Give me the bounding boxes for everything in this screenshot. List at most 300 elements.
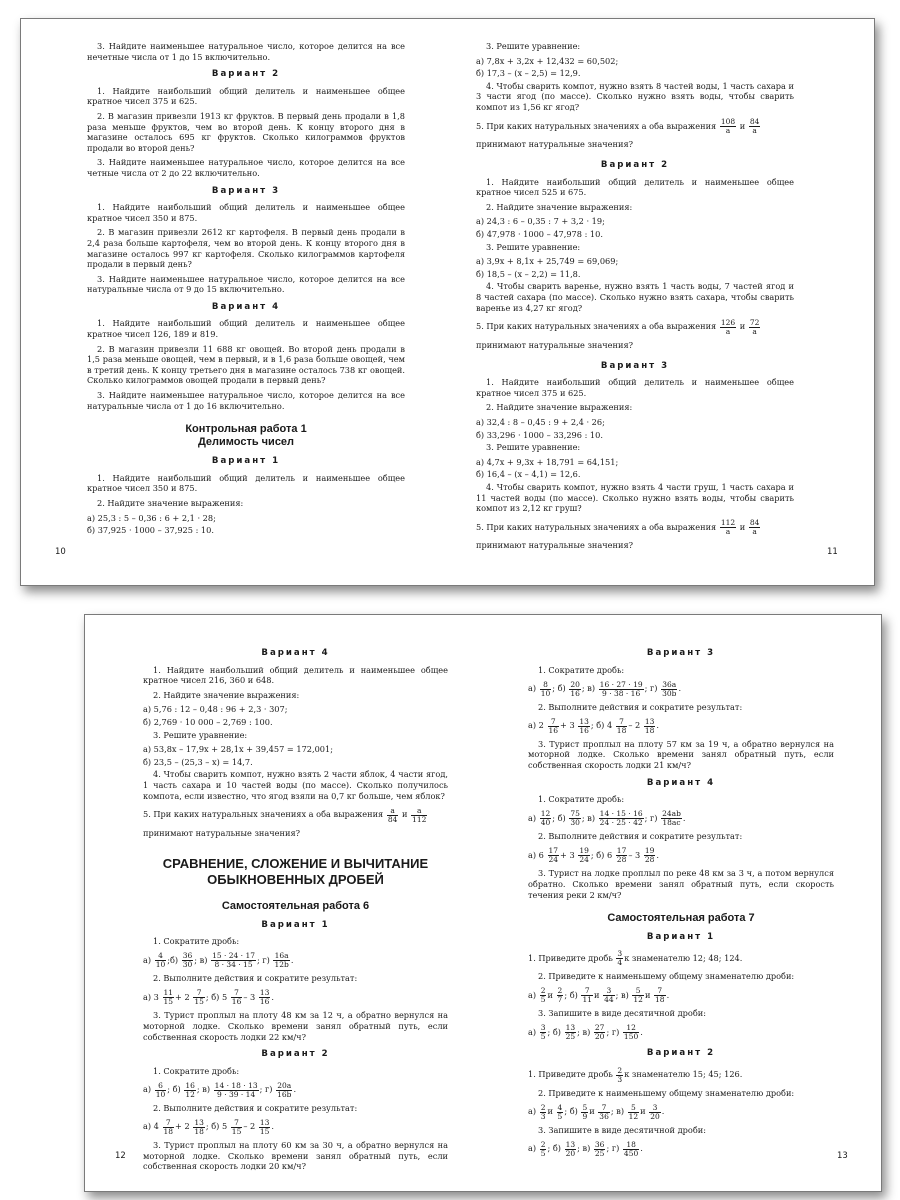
expression-text: ; г) bbox=[606, 1026, 620, 1037]
fraction-denominator: 28 bbox=[616, 855, 627, 865]
fraction-numerator: 4 bbox=[557, 1102, 563, 1112]
fraction-numerator: 7 bbox=[598, 1104, 610, 1113]
conjunction: и bbox=[739, 521, 746, 532]
fraction-denominator: 12 bbox=[628, 1111, 639, 1121]
fraction-numerator: 12 bbox=[540, 809, 551, 819]
fraction bbox=[654, 987, 666, 1004]
fraction bbox=[540, 810, 552, 827]
fraction bbox=[411, 807, 427, 824]
expression-text: . bbox=[640, 1143, 643, 1154]
expression-text: а) bbox=[528, 1106, 537, 1117]
fraction bbox=[644, 718, 656, 735]
expression-line: б) 37,925 · 1000 – 37,925 : 10. bbox=[87, 525, 214, 536]
problem-text: 2. Найдите значение выражения: bbox=[153, 689, 300, 700]
fraction-numerator: 13 bbox=[565, 1023, 576, 1033]
fraction-denominator: 16 bbox=[579, 725, 589, 735]
expression-text: ; б) bbox=[552, 812, 566, 823]
problem-text: 3. Турист проплыл на плоту 60 км за 30 ч, а обратно вернулся на моторной лодке. Сколько времени занял обратный путь, если собственная скорость лодки 20 км/ч? bbox=[143, 1139, 448, 1172]
expression-text: а) 3 bbox=[143, 991, 159, 1002]
fraction-denominator: a bbox=[752, 326, 757, 336]
expression-text: . bbox=[661, 1106, 665, 1117]
expression-line: а) 53,8x – 17,9x + 28,1x + 39,457 = 172,001; bbox=[143, 744, 333, 755]
problem-text: 1. Найдите наибольший общий делитель и наименьшее общее кратное чисел 350 и 875. bbox=[87, 202, 405, 223]
expression-text: ; в) bbox=[581, 812, 596, 823]
fraction bbox=[273, 952, 289, 969]
title-line: Контрольная работа 1 bbox=[185, 423, 307, 436]
problem-text: 3. Турист проплыл на плоту 57 км за 19 ч, а обратно вернулся на моторной лодке. Сколько времени занял обратный путь, если собственная скорость лодки 21 км/ч? bbox=[528, 738, 834, 770]
fraction-denominator: 18 bbox=[194, 1126, 204, 1136]
expression-text: а) bbox=[143, 1084, 152, 1095]
fraction-expression bbox=[528, 1023, 834, 1042]
problem-text: 2. Выполните действия и сократите результат: bbox=[538, 701, 743, 712]
expression-text: – 2 bbox=[628, 720, 641, 731]
fraction bbox=[599, 681, 644, 698]
fraction bbox=[540, 1141, 547, 1158]
variant-heading: Вариант 1 bbox=[211, 456, 281, 467]
fraction-denominator: 12 bbox=[633, 995, 643, 1005]
problem-text: 2. Приведите к наименьшему общему знаменателю дроби: bbox=[538, 971, 795, 982]
fraction bbox=[184, 1082, 196, 1099]
problem-text: 3. Решите уравнение: bbox=[486, 41, 581, 51]
fraction-denominator: 24 bbox=[548, 855, 559, 865]
fraction-denominator: 10 bbox=[155, 1089, 166, 1099]
expression-text: + 3 bbox=[560, 849, 575, 860]
fraction-numerator: 2 bbox=[540, 1102, 546, 1112]
expression-text: – 2 bbox=[243, 1121, 256, 1132]
fraction-numerator: 3 bbox=[603, 987, 615, 996]
problem-text bbox=[476, 518, 794, 555]
fraction bbox=[661, 810, 682, 827]
expression-text: ; б) bbox=[552, 683, 566, 694]
conjunction: и bbox=[739, 120, 746, 131]
fraction bbox=[557, 1104, 564, 1121]
fraction-numerator: 20a bbox=[277, 1080, 292, 1090]
fraction-expression bbox=[528, 846, 834, 865]
fraction-numerator: 7 bbox=[654, 987, 666, 996]
fraction-numerator: 72 bbox=[749, 317, 760, 327]
problem-text: 1. Найдите наибольший общий делитель и наименьшее общее кратное чисел 375 и 625. bbox=[87, 85, 405, 107]
page-12-column bbox=[143, 641, 448, 1176]
expression-text: а) bbox=[528, 1143, 537, 1154]
fraction-numerator: 7 bbox=[548, 718, 560, 727]
fraction bbox=[603, 987, 615, 1004]
variant-heading: Вариант 2 bbox=[646, 1048, 716, 1059]
fraction bbox=[548, 847, 560, 864]
problem-text: 2. В магазин привезли 1913 кг фруктов. В первый день продали в 1,8 раза меньше фруктов, чем во второй день. К концу второго дня в магазине осталось 695 кг фруктов. Сколько килограммов фруктов продали во второй день? bbox=[87, 110, 405, 153]
problem-text: 3. Найдите наименьшее натуральное число, которое делится на все четные числа от 2 до 22 включительно. bbox=[87, 157, 405, 178]
fraction bbox=[598, 1104, 610, 1121]
fraction-numerator: 4 bbox=[155, 952, 167, 961]
fraction-numerator: 36 bbox=[182, 951, 193, 961]
variant-heading: Вариант 2 bbox=[600, 160, 670, 171]
expression-text: . bbox=[678, 683, 682, 694]
fraction bbox=[594, 1141, 606, 1158]
fraction-numerator: 17 bbox=[548, 846, 559, 856]
fraction bbox=[193, 989, 205, 1006]
expression-text: и bbox=[589, 1106, 595, 1117]
fraction-numerator: 2 bbox=[540, 986, 546, 996]
fraction-numerator: 84 bbox=[749, 518, 760, 528]
spread-pages-12-13 bbox=[84, 614, 882, 1192]
fraction-numerator: 18 bbox=[623, 1141, 639, 1150]
expression-text: а) bbox=[528, 989, 537, 1000]
fraction bbox=[623, 1024, 639, 1041]
fraction-numerator: 7 bbox=[616, 718, 628, 727]
fraction-denominator: 18 bbox=[644, 725, 655, 735]
fraction-denominator: 15 bbox=[259, 1126, 270, 1136]
expression-text: + 2 bbox=[175, 991, 190, 1002]
fraction bbox=[540, 681, 552, 698]
fraction-denominator: 9 · 39 · 14 bbox=[217, 1089, 256, 1099]
problem-text: 2. Найдите значение выражения: bbox=[97, 498, 244, 508]
problem-text: 2. В магазин привезли 11 688 кг овощей. Во второй день продали в 1,5 раза меньше овощей, чем в первый, и в 1,6 раза больше овощей, чем в третий день. К концу третьего дня в магазине осталось 738 кг овощей. Сколько килограммов овощей продали в первый день? bbox=[87, 343, 405, 386]
fraction-denominator: 18 bbox=[655, 995, 665, 1005]
expression-line: б) 23,5 – (25,3 – x) = 14,7. bbox=[143, 756, 253, 767]
fraction-numerator: 2 bbox=[540, 1139, 546, 1149]
expression-text: – 3 bbox=[243, 991, 256, 1002]
expression-text: ; б) bbox=[547, 1143, 561, 1154]
expression-text: к знаменателю 12; 48; 124. bbox=[624, 952, 743, 963]
expression-text: . bbox=[293, 1084, 297, 1095]
fraction bbox=[540, 1024, 547, 1041]
problem-prefix: 5. При каких натуральных значениях a оба выражения bbox=[143, 809, 384, 820]
expression-text: – 3 bbox=[628, 849, 641, 860]
expression-line: б) 18,5 – (x – 2,2) = 11,8. bbox=[476, 268, 581, 279]
fraction bbox=[661, 681, 677, 698]
fraction-denominator: 8 · 34 · 15 bbox=[214, 960, 253, 970]
fraction-numerator: 12 bbox=[623, 1024, 639, 1033]
fraction-numerator: 2 bbox=[617, 1065, 623, 1075]
problem-text: 4. Чтобы сварить компот, нужно взять 8 частей воды, 1 часть сахара и 3 части ягод (по массе). Сколько нужно взять воды, чтобы сварить компот из 1,56 кг ягод? bbox=[476, 80, 794, 112]
expression-line: а) 7,8x + 3,2x + 12,432 = 60,502; bbox=[476, 55, 619, 66]
variant-heading: Вариант 4 bbox=[261, 648, 330, 658]
expression-line: а) 32,4 : 8 – 0,45 : 9 + 2,4 · 26; bbox=[476, 417, 605, 428]
expression-line: б) 17,3 – (x – 2,5) = 12,9. bbox=[476, 68, 581, 79]
expression-text: к знаменателю 15; 45; 126. bbox=[624, 1069, 743, 1079]
fraction-denominator: a bbox=[752, 527, 757, 537]
fraction bbox=[616, 847, 628, 864]
conjunction: и bbox=[401, 809, 408, 820]
fraction bbox=[259, 989, 271, 1006]
fraction bbox=[163, 989, 175, 1006]
expression-text: . bbox=[656, 720, 660, 731]
fraction bbox=[581, 1104, 588, 1121]
variant-heading: Вариант 1 bbox=[261, 919, 330, 930]
fraction-numerator: 27 bbox=[594, 1023, 605, 1033]
fraction-expression bbox=[143, 951, 448, 970]
problem-text: 1. Найдите наибольший общий делитель и наименьшее общее кратное чисел 375 и 625. bbox=[476, 377, 794, 398]
fraction-numerator: 7 bbox=[163, 1119, 175, 1128]
fraction bbox=[155, 1082, 167, 1099]
problem-text: 4. Чтобы сварить компот, нужно взять 2 части яблок, 4 части ягод, 1 часть сахара и 10 частей воды (по массе). Сколько получилось компота, если известно, что ягод взяли на 0,7 кг больше, чем яблок? bbox=[143, 769, 448, 801]
problem-text: 2. Выполните действия и сократите результат: bbox=[153, 1102, 358, 1113]
fraction-denominator: 20 bbox=[565, 1148, 576, 1158]
problem-text bbox=[476, 317, 794, 354]
problem-text bbox=[476, 117, 794, 154]
fraction-denominator: 3 bbox=[617, 1074, 623, 1084]
fraction bbox=[632, 987, 644, 1004]
fraction-numerator: a bbox=[387, 807, 399, 816]
fraction bbox=[581, 987, 593, 1004]
fraction-denominator: 10 bbox=[540, 688, 551, 698]
fraction-expression bbox=[528, 679, 834, 698]
page-11-column bbox=[476, 41, 794, 558]
fraction-numerator: 5 bbox=[582, 1102, 588, 1112]
fraction bbox=[231, 1119, 243, 1136]
expression-text: и bbox=[644, 989, 651, 1000]
fraction-expression bbox=[528, 986, 834, 1005]
problem-text: 1. Сократите дробь: bbox=[538, 664, 625, 675]
variant-heading: Вариант 3 bbox=[600, 360, 670, 371]
expression-line: а) 3,9x + 8,1x + 25,749 = 69,069; bbox=[476, 256, 619, 267]
fraction-numerator: 15 · 24 · 17 bbox=[212, 951, 255, 961]
fraction-denominator: 25 bbox=[594, 1148, 605, 1158]
title-line: Самостоятельная работа 7 bbox=[607, 912, 755, 925]
fraction bbox=[578, 847, 590, 864]
fraction-denominator: 30 bbox=[182, 960, 193, 970]
fraction-denominator: 18 bbox=[616, 725, 627, 735]
variant-heading: Вариант 1 bbox=[646, 932, 716, 943]
fraction-numerator: 5 bbox=[628, 1104, 640, 1113]
fraction bbox=[616, 718, 628, 735]
expression-text: 1. Приведите дробь bbox=[528, 1069, 613, 1079]
fraction-denominator: 5 bbox=[557, 1111, 563, 1121]
fraction-denominator: 12 bbox=[185, 1089, 195, 1099]
fraction-denominator: 112 bbox=[412, 814, 427, 824]
fraction bbox=[569, 810, 581, 827]
expression-text: а) bbox=[143, 954, 152, 965]
fraction-numerator: 13 bbox=[579, 716, 589, 726]
expression-text: ; в) bbox=[194, 954, 208, 965]
problem-text: 1. Найдите наибольший общий делитель и наименьшее общее кратное чисел 525 и 675. bbox=[476, 176, 794, 198]
fraction bbox=[720, 319, 736, 336]
fraction-numerator: 7 bbox=[231, 989, 243, 998]
problem-text: 1. Сократите дробь: bbox=[538, 794, 625, 805]
fraction-numerator: 6 bbox=[155, 1082, 167, 1091]
expression-text: ; в) bbox=[615, 989, 629, 1000]
problem-text: 3. Турист проплыл на плоту 48 км за 12 ч, а обратно вернулся на моторной лодке. Сколько времени занял обратный путь, если собственная скорость лодки 22 км/ч? bbox=[143, 1010, 448, 1042]
fraction-denominator: 5 bbox=[540, 1032, 546, 1042]
fraction-expression bbox=[143, 1117, 448, 1136]
expression-text: а) 6 bbox=[528, 849, 544, 860]
problem-suffix: принимают натуральные значения? bbox=[476, 139, 633, 150]
problem-text: 2. Выполните действия и сократите результат: bbox=[538, 831, 743, 842]
fraction bbox=[720, 519, 736, 536]
fraction-numerator: 16 · 27 · 19 bbox=[599, 679, 643, 689]
fraction-denominator: 12b bbox=[274, 960, 289, 970]
problem-text: 4. Чтобы сварить компот, нужно взять 4 части груш, 1 часть сахара и 11 частей воды (по массе). Сколько нужно взять воды, чтобы сварить компот из 2,12 кг груш? bbox=[476, 482, 794, 514]
expression-text: и bbox=[640, 1106, 646, 1117]
problem-text: 1. Сократите дробь: bbox=[153, 936, 240, 947]
work-title bbox=[528, 912, 834, 925]
fraction bbox=[540, 987, 547, 1004]
fraction-denominator: 28 bbox=[644, 855, 655, 865]
expression-text: а) bbox=[528, 683, 537, 694]
expression-text: а) 2 bbox=[528, 720, 544, 731]
fraction bbox=[565, 1024, 577, 1041]
fraction-expression bbox=[528, 1065, 834, 1084]
fraction-denominator: 9 · 38 · 16 bbox=[602, 688, 641, 698]
problem-text: 2. Приведите к наименьшему общему знаменателю дроби: bbox=[538, 1087, 795, 1098]
page-number-13: 13 bbox=[837, 1151, 848, 1161]
fraction-numerator: 16 bbox=[185, 1080, 195, 1090]
fraction-numerator: 13 bbox=[259, 1117, 270, 1127]
title-line: Самостоятельная работа 6 bbox=[221, 899, 370, 912]
fraction-denominator: 16 bbox=[231, 997, 242, 1007]
fraction-denominator: 18ac bbox=[662, 818, 681, 828]
expression-text: . bbox=[271, 1121, 275, 1132]
expression-text: ; б) bbox=[564, 1106, 578, 1117]
fraction-numerator: a bbox=[411, 807, 427, 816]
expression-line: б) 16,4 – (x – 4,1) = 12,6. bbox=[476, 469, 581, 480]
spread-pages-10-11 bbox=[20, 18, 875, 586]
expression-text: ; б) 5 bbox=[205, 991, 228, 1002]
fraction-numerator: 112 bbox=[720, 518, 736, 528]
fraction-denominator: 150 bbox=[623, 1032, 639, 1042]
expression-text: ; б) bbox=[564, 989, 578, 1000]
fraction-denominator: 9 bbox=[582, 1111, 588, 1121]
fraction-denominator: 40 bbox=[540, 818, 551, 828]
fraction-numerator: 16a bbox=[274, 951, 289, 961]
expression-text: ;б) bbox=[167, 954, 179, 965]
fraction bbox=[599, 810, 644, 827]
problem-prefix: 5. При каких натуральных значениях a оба выражения bbox=[476, 321, 717, 332]
fraction-denominator: 24 bbox=[579, 855, 589, 865]
fraction bbox=[211, 952, 256, 969]
fraction bbox=[644, 847, 656, 864]
expression-text: ; г) bbox=[257, 954, 270, 965]
fraction-numerator: 7 bbox=[193, 989, 205, 998]
work-title bbox=[87, 423, 405, 449]
fraction-denominator: 24 · 25 · 42 bbox=[599, 818, 643, 828]
problem-text: 3. Решите уравнение: bbox=[486, 241, 581, 252]
fraction-denominator: 15 bbox=[163, 997, 174, 1007]
fraction-denominator: 16b bbox=[277, 1089, 292, 1099]
fraction bbox=[565, 1141, 577, 1158]
expression-text: . bbox=[290, 954, 294, 965]
work-title bbox=[143, 900, 448, 913]
fraction-numerator: 24ab bbox=[662, 809, 681, 819]
expression-text: и bbox=[547, 1106, 553, 1117]
problem-text: 1. Сократите дробь: bbox=[153, 1065, 240, 1076]
expression-line: а) 25,3 : 5 – 0,36 : 6 + 2,1 · 28; bbox=[87, 512, 216, 523]
fraction-numerator: 36 bbox=[594, 1139, 605, 1149]
fraction bbox=[540, 1104, 547, 1121]
fraction-denominator: 18 bbox=[163, 1126, 174, 1136]
fraction-expression bbox=[528, 809, 834, 828]
page-13-column bbox=[528, 641, 834, 1162]
problem-text: 2. Найдите значение выражения: bbox=[486, 201, 633, 212]
fraction-denominator: 5 bbox=[540, 1148, 546, 1158]
problem-text: 1. Найдите наибольший общий делитель и наименьшее общее кратное чисел 350 и 875. bbox=[87, 472, 405, 494]
fraction bbox=[628, 1104, 640, 1121]
problem-text: 3. Турист на лодке проплыл по реке 48 км за 3 ч, а потом вернулся обратно. Сколько времени занял обратный путь, если скорость течения реки 2 км/ч? bbox=[528, 868, 834, 900]
fraction bbox=[387, 807, 399, 824]
problem-text: 2. В магазин привезли 2612 кг картофеля. В первый день продали в 2,4 раза больше картофеля, чем во второй день. К концу второго дня в магазине осталось 997 кг картофеля. Сколько килограммов картофеля продали в первый день? bbox=[87, 227, 405, 270]
fraction bbox=[163, 1119, 175, 1136]
problem-prefix: 5. При каких натуральных значениях a оба выражения bbox=[476, 120, 717, 131]
fraction-denominator: a bbox=[725, 326, 731, 336]
fraction-numerator: 14 · 15 · 16 bbox=[599, 809, 643, 819]
expression-line: а) 4,7x + 9,3x + 18,791 = 64,151; bbox=[476, 456, 619, 467]
title-line: Делимость чисел bbox=[197, 436, 295, 449]
fraction-denominator: 16 bbox=[548, 725, 559, 735]
fraction bbox=[749, 118, 761, 135]
fraction bbox=[155, 952, 167, 969]
expression-text: ; б) bbox=[547, 1026, 561, 1037]
fraction-denominator: 10 bbox=[155, 960, 166, 970]
fraction-numerator: 75 bbox=[570, 809, 580, 819]
variant-heading: Вариант 3 bbox=[646, 648, 716, 658]
fraction-numerator: 2 bbox=[557, 986, 563, 996]
expression-text: . bbox=[640, 1026, 643, 1037]
problem-text: 1. Найдите наибольший общий делитель и наименьшее общее кратное чисел 216, 360 и 648. bbox=[143, 664, 448, 686]
fraction bbox=[548, 718, 560, 735]
expression-text: + 2 bbox=[175, 1121, 190, 1132]
expression-text: и bbox=[547, 989, 553, 1000]
fraction-expression bbox=[143, 1080, 448, 1099]
fraction bbox=[578, 718, 590, 735]
expression-line: а) 5,76 : 12 – 0,48 : 96 + 2,3 · 307; bbox=[143, 704, 288, 715]
fraction bbox=[182, 952, 194, 969]
expression-text: ; в) bbox=[577, 1143, 591, 1154]
fraction-numerator: 13 bbox=[644, 716, 655, 726]
fraction-denominator: 20 bbox=[650, 1111, 660, 1121]
expression-text: . bbox=[656, 849, 660, 860]
expression-line: б) 2,769 · 10 000 – 2,769 : 100. bbox=[143, 716, 273, 727]
page-number-10: 10 bbox=[55, 547, 66, 557]
fraction-numerator: 84 bbox=[749, 117, 760, 127]
expression-text: ; г) bbox=[644, 683, 658, 694]
fraction-denominator: 20 bbox=[594, 1032, 605, 1042]
problem-text: 1. Найдите наибольший общий делитель и наименьшее общее кратное чисел 126, 189 и 819. bbox=[87, 318, 405, 340]
page-10-column bbox=[87, 41, 405, 538]
fraction-denominator: 36 bbox=[599, 1111, 609, 1121]
fraction-expression bbox=[528, 1139, 834, 1158]
expression-line: а) 24,3 : 6 – 0,35 : 7 + 3,2 · 19; bbox=[476, 216, 605, 227]
problem-suffix: принимают натуральные значения? bbox=[476, 339, 633, 350]
expression-text: . bbox=[271, 991, 275, 1002]
fraction-denominator: 4 bbox=[617, 958, 623, 968]
expression-text: а) 4 bbox=[143, 1121, 159, 1132]
fraction-denominator: 25 bbox=[565, 1032, 576, 1042]
expression-text: ; б) bbox=[167, 1084, 181, 1095]
problem-prefix: 5. При каких натуральных значениях a оба выражения bbox=[476, 521, 717, 532]
fraction bbox=[749, 519, 761, 536]
fraction-denominator: 15 bbox=[194, 997, 204, 1007]
problem-text: 2. Найдите значение выражения: bbox=[486, 402, 633, 413]
fraction bbox=[616, 1067, 623, 1084]
fraction-numerator: 13 bbox=[194, 1117, 204, 1127]
fraction-numerator: 7 bbox=[581, 987, 593, 996]
expression-text: ; в) bbox=[610, 1106, 625, 1117]
fraction-denominator: 84 bbox=[387, 814, 398, 824]
fraction-denominator: a bbox=[725, 527, 731, 537]
fraction-numerator: 108 bbox=[720, 117, 736, 127]
fraction-denominator: 30b bbox=[662, 688, 677, 698]
section-title bbox=[143, 856, 448, 888]
fraction-denominator: a bbox=[725, 126, 731, 136]
conjunction: и bbox=[739, 321, 746, 332]
fraction-denominator: 450 bbox=[623, 1148, 639, 1158]
problem-text: 3. Найдите наименьшее натуральное число, которое делится на все натуральные числа от 9 до 15 включительно. bbox=[87, 273, 405, 295]
title-line: СРАВНЕНИЕ, СЛОЖЕНИЕ И ВЫЧИТАНИЕ bbox=[162, 855, 429, 871]
fraction-numerator: 20 bbox=[570, 679, 580, 689]
fraction-expression bbox=[528, 716, 834, 735]
fraction bbox=[557, 987, 564, 1004]
fraction-denominator: 15 bbox=[231, 1126, 242, 1136]
problem-suffix: принимают натуральные значения? bbox=[143, 827, 300, 838]
